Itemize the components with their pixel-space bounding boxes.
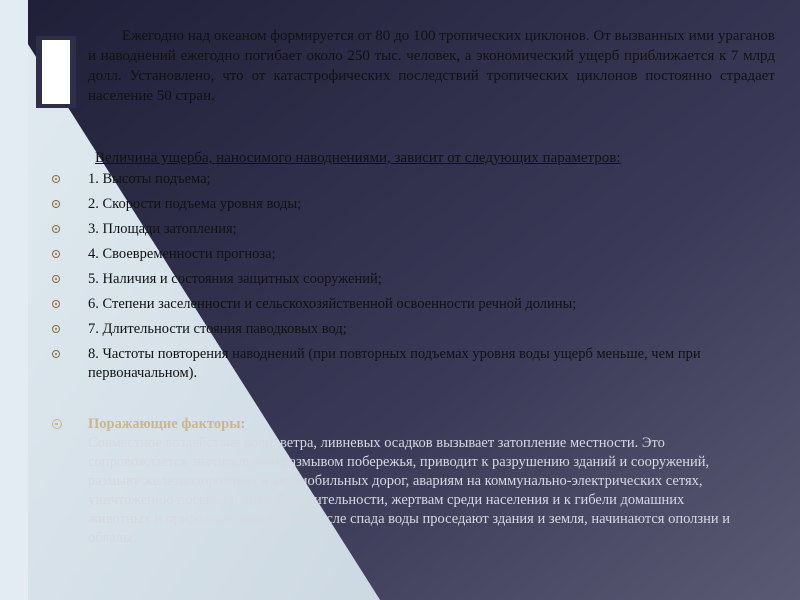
bullet-circle-icon — [52, 419, 62, 429]
list-item-text: 6. Степени заселенности и сельскохозяйственной освоенности речной долины; — [88, 296, 577, 312]
bullet-icon — [52, 225, 60, 233]
bullet-icon — [52, 275, 60, 283]
bullet-icon — [52, 175, 60, 183]
bullet-icon — [52, 325, 60, 333]
list-item-text: 8. Частоты повторения наводнений (при повторных подъемах уровня воды ущерб меньше, чем при первоначальном). — [88, 346, 701, 381]
damaging-factors-title: Поражающие факторы: — [88, 416, 246, 432]
damaging-factors-text: Совместное воздействие волн, ветра, ливневых осадков вызывает затопление местности. Это сопровождается значительным размывом побережья, приводит к разрушению зданий и сооружений, размыву железнодорожных и автомобильных дорог, авариям на коммунально-электрических сетях, уничтожению посевов и другой растительности, жертвам среди населения и к гибели домашних животных и природных экосистем. После спада воды проседают здания и земля, начинаются оползни и обвалы. — [88, 435, 731, 546]
parameters-heading: Величина ущерба, наносимого наводнениями, зависит от следующих параметров: — [95, 150, 621, 166]
list-item-text: 7. Длительности стояния паводковых вод; — [88, 321, 347, 337]
list-item-text: 4. Своевременности прогноза; — [88, 246, 276, 262]
bullet-icon — [52, 250, 60, 258]
intro-text: Ежегодно над океаном формируется от 80 до 100 тропических циклонов. От вызванных ими ураганов и наводнений ежегодно погибает около 250 тыс. человек, а экономический ущерб приближается к 7 млрд долл. Установлено, что от катастрофических последствий тропических циклонов постоянно страдает население 50 стран. — [88, 28, 775, 104]
list-item-text: 2. Скорости подъема уровня воды; — [88, 196, 302, 212]
bullet-icon — [52, 300, 60, 308]
list-item-text: 1. Высоты подъема; — [88, 171, 211, 187]
list-item-text: 5. Наличия и состояния защитных сооружений; — [88, 271, 382, 287]
list-item-text: 3. Площади затопления; — [88, 221, 237, 237]
bullet-icon — [52, 350, 60, 358]
bullet-icon — [52, 200, 60, 208]
intro-paragraph — [88, 26, 775, 106]
